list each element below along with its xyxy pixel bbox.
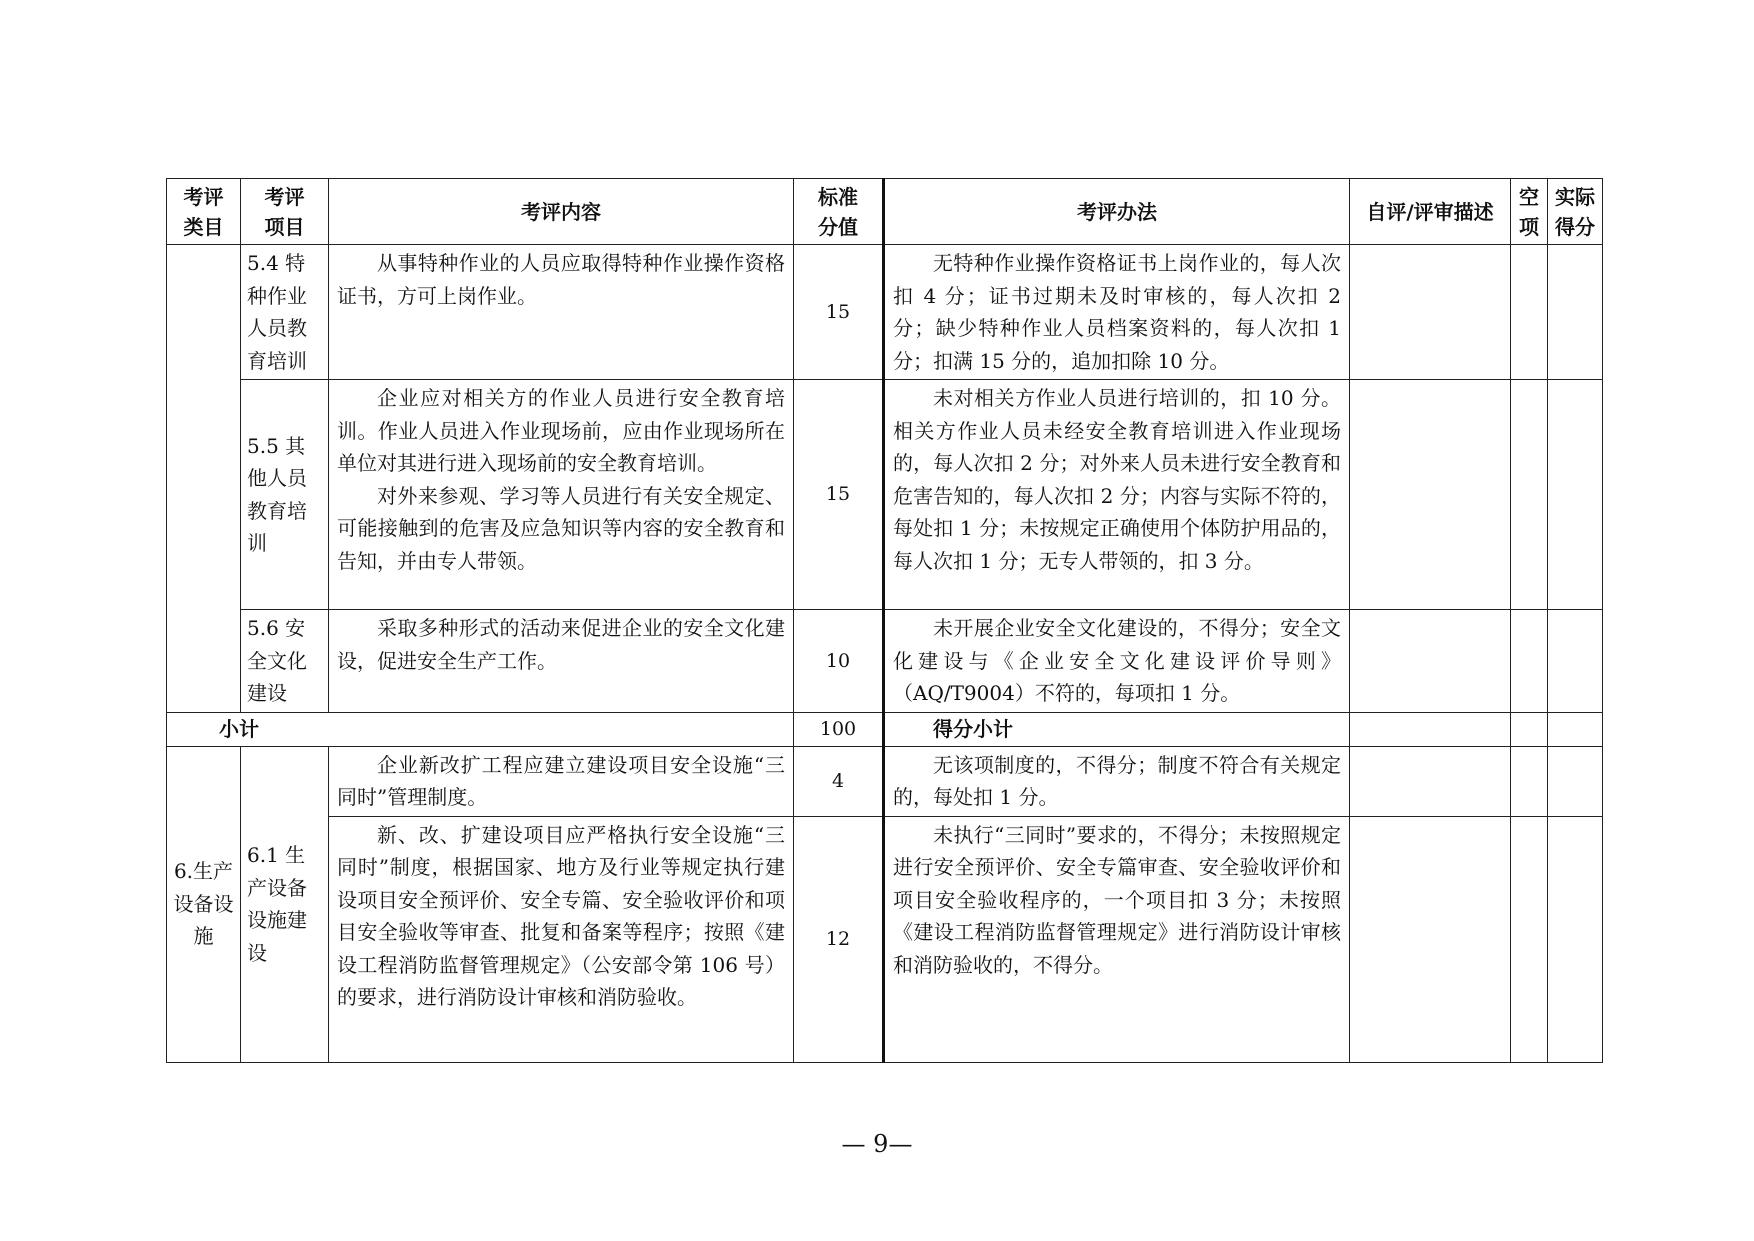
score-cell: 10: [794, 610, 884, 713]
empty-item-cell: [1511, 746, 1548, 816]
score-cell: 15: [794, 380, 884, 610]
subtotal-row: [167, 712, 1603, 746]
subtotal-label: 小计: [167, 712, 794, 746]
empty-item-cell: [1511, 245, 1548, 380]
content-cell: 企业应对相关方的作业人员进行安全教育培训。作业人员进入作业现场前，应由作业现场所在单位对其进行进入现场前的安全教育培训。 对外来参观、学习等人员进行有关安全规定、可能接触到的危害及应急知识等内容的安全教育和告知，并由专人带领。: [329, 380, 794, 610]
score-cell: 4: [794, 746, 884, 816]
evaluation-table: [166, 178, 1603, 1063]
item-cell: 5.4 特种作业人员教育培训: [241, 245, 329, 380]
table-header-row: [167, 179, 1603, 245]
content-cell: 企业新改扩工程应建立建设项目安全设施“三同时”管理制度。: [329, 746, 794, 816]
table-row: [167, 380, 1603, 610]
category-cell-empty: [167, 245, 241, 713]
method-cell: 未对相关方作业人员进行培训的，扣 10 分。相关方作业人员未经安全教育培训进入作业现场的，每人次扣 2 分；对外来人员未进行安全教育和危害告知的，每人次扣 2 分；内容与实际不符的，每处扣 1 分；未按规定正确使用个体防护用品的，每人次扣 1 分；无专人带领的，扣 3 分。: [884, 380, 1350, 610]
table-row: [167, 746, 1603, 816]
page-number: — 9—: [841, 1130, 913, 1158]
header-empty-item: 空 项: [1511, 179, 1548, 245]
header-standard-score: 标准 分值: [794, 179, 884, 245]
method-cell: 无该项制度的，不得分；制度不符合有关规定的，每处扣 1 分。: [884, 746, 1350, 816]
header-method: 考评办法: [884, 179, 1350, 245]
item-cell: 5.6 安全文化建设: [241, 610, 329, 713]
header-self-review: 自评/评审描述: [1350, 179, 1511, 245]
actual-score-cell: [1548, 746, 1603, 816]
table-row: [167, 245, 1603, 380]
header-category: 考评 类目: [167, 179, 241, 245]
category-cell: 6.生产设备设施: [167, 746, 241, 1062]
actual-score-cell: [1548, 712, 1603, 746]
evaluation-table-container: [166, 178, 1603, 1063]
actual-score-cell: [1548, 816, 1603, 1062]
self-review-cell: [1350, 816, 1511, 1062]
header-content: 考评内容: [329, 179, 794, 245]
self-review-cell: [1350, 746, 1511, 816]
subtotal-method-label: 得分小计: [884, 712, 1350, 746]
empty-item-cell: [1511, 712, 1548, 746]
self-review-cell: [1350, 380, 1511, 610]
table-row: [167, 816, 1603, 1062]
actual-score-cell: [1548, 610, 1603, 713]
content-cell: 从事特种作业的人员应取得特种作业操作资格证书，方可上岗作业。: [329, 245, 794, 380]
self-review-cell: [1350, 610, 1511, 713]
item-cell: 5.5 其他人员教育培训: [241, 380, 329, 610]
method-cell: 未开展企业安全文化建设的，不得分；安全文化建设与《企业安全文化建设评价导则》（AQ/T9004）不符的，每项扣 1 分。: [884, 610, 1350, 713]
empty-item-cell: [1511, 380, 1548, 610]
self-review-cell: [1350, 245, 1511, 380]
table-row: [167, 610, 1603, 713]
content-cell: 新、改、扩建设项目应严格执行安全设施“三同时”制度，根据国家、地方及行业等规定执行建设项目安全预评价、安全专篇、安全验收评价和项目安全验收等审查、批复和备案等程序；按照《建设工程消防监督管理规定》（公安部令第 106 号）的要求，进行消防设计审核和消防验收。: [329, 816, 794, 1062]
method-cell: 未执行“三同时”要求的，不得分；未按照规定进行安全预评价、安全专篇审查、安全验收评价和项目安全验收程序的，一个项目扣 3 分；未按照《建设工程消防监督管理规定》进行消防设计审核和消防验收的，不得分。: [884, 816, 1350, 1062]
empty-item-cell: [1511, 610, 1548, 713]
actual-score-cell: [1548, 380, 1603, 610]
actual-score-cell: [1548, 245, 1603, 380]
method-cell: 无特种作业操作资格证书上岗作业的，每人次扣 4 分；证书过期未及时审核的，每人次扣 2 分；缺少特种作业人员档案资料的，每人次扣 1 分；扣满 15 分的，追加扣除 10 分。: [884, 245, 1350, 380]
empty-item-cell: [1511, 816, 1548, 1062]
item-cell: 6.1 生产设备设施建设: [241, 746, 329, 1062]
subtotal-score: 100: [794, 712, 884, 746]
score-cell: 12: [794, 816, 884, 1062]
self-review-cell: [1350, 712, 1511, 746]
header-item: 考评 项目: [241, 179, 329, 245]
score-cell: 15: [794, 245, 884, 380]
header-actual-score: 实际 得分: [1548, 179, 1603, 245]
content-cell: 采取多种形式的活动来促进企业的安全文化建设，促进安全生产工作。: [329, 610, 794, 713]
